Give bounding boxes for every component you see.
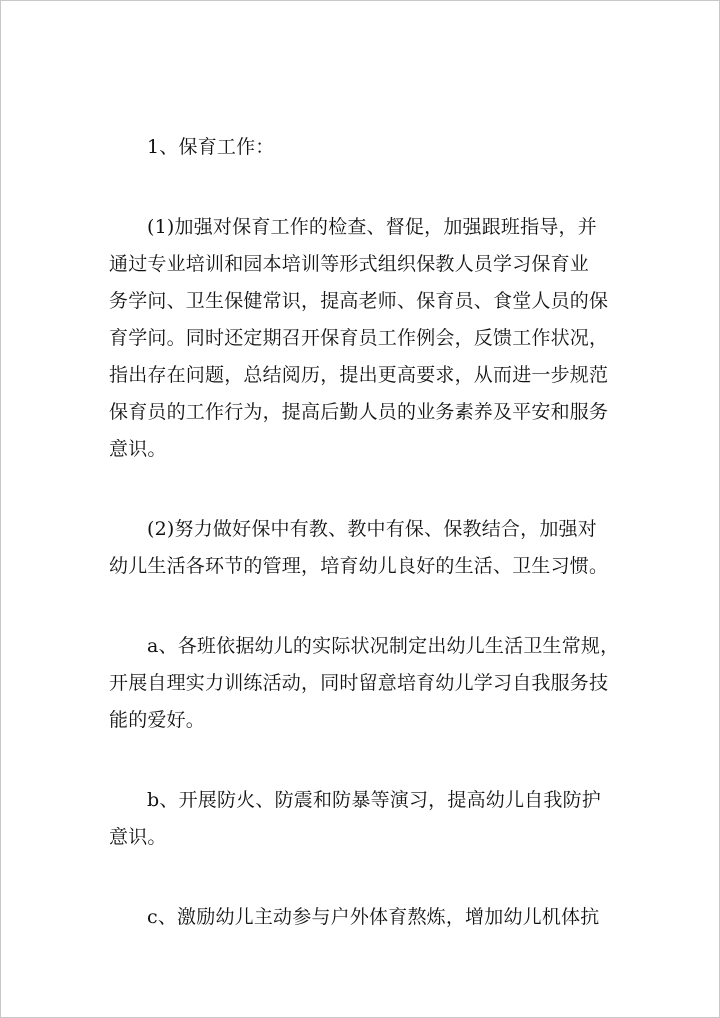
paragraph-gap	[109, 468, 609, 511]
paragraph-line: 意识。	[109, 826, 167, 848]
document-body	[109, 129, 620, 936]
paragraph-line: 开展自理实力训练活动，同时留意培育幼儿学习自我服务技	[109, 672, 609, 694]
paragraph-2	[109, 511, 609, 585]
paragraph-gap	[109, 585, 609, 628]
paragraph-4	[109, 782, 609, 856]
paragraph-line: 指出存在问题，总结阅历，提出更高要求，从而进一步规范	[109, 364, 609, 386]
paragraph-3	[109, 628, 620, 739]
heading-text: 1、保育工作：	[147, 136, 275, 158]
paragraph-line: 幼儿生活各环节的管理，培育幼儿良好的生活、卫生习惯。	[109, 555, 609, 577]
paragraph-line: c、激励幼儿主动参与户外体育熬炼，增加幼儿机体抗	[147, 906, 600, 928]
paragraph-line: 保育员的工作行为，提高后勤人员的业务素养及平安和服务	[109, 401, 609, 423]
paragraph-gap	[109, 166, 609, 209]
section-heading	[109, 129, 609, 166]
paragraph-line: 能的爱好。	[109, 709, 206, 731]
paragraph-line: a、各班依据幼儿的实际状况制定出幼儿生活卫生常规，	[147, 635, 620, 657]
paragraph-line: 通过专业培训和园本培训等形式组织保教人员学习保育业	[109, 253, 590, 275]
paragraph-line: b、开展防火、防震和防暴等演习，提高幼儿自我防护	[147, 789, 601, 811]
paragraph-gap	[109, 739, 609, 782]
paragraph-line: (2)努力做好保中有教、教中有保、保教结合，加强对	[147, 518, 597, 540]
paragraph-line: 务学问、卫生保健常识，提高老师、保育员、食堂人员的保	[109, 290, 609, 312]
paragraph-line: 育学问。同时还定期召开保育员工作例会，反馈工作状况，	[109, 327, 609, 349]
paragraph-gap	[109, 856, 609, 899]
paragraph-line: (1)加强对保育工作的检查、督促，加强跟班指导，并	[147, 216, 597, 238]
paragraph-1	[109, 209, 609, 468]
paragraph-5	[109, 899, 609, 936]
paragraph-line: 意识。	[109, 438, 167, 460]
